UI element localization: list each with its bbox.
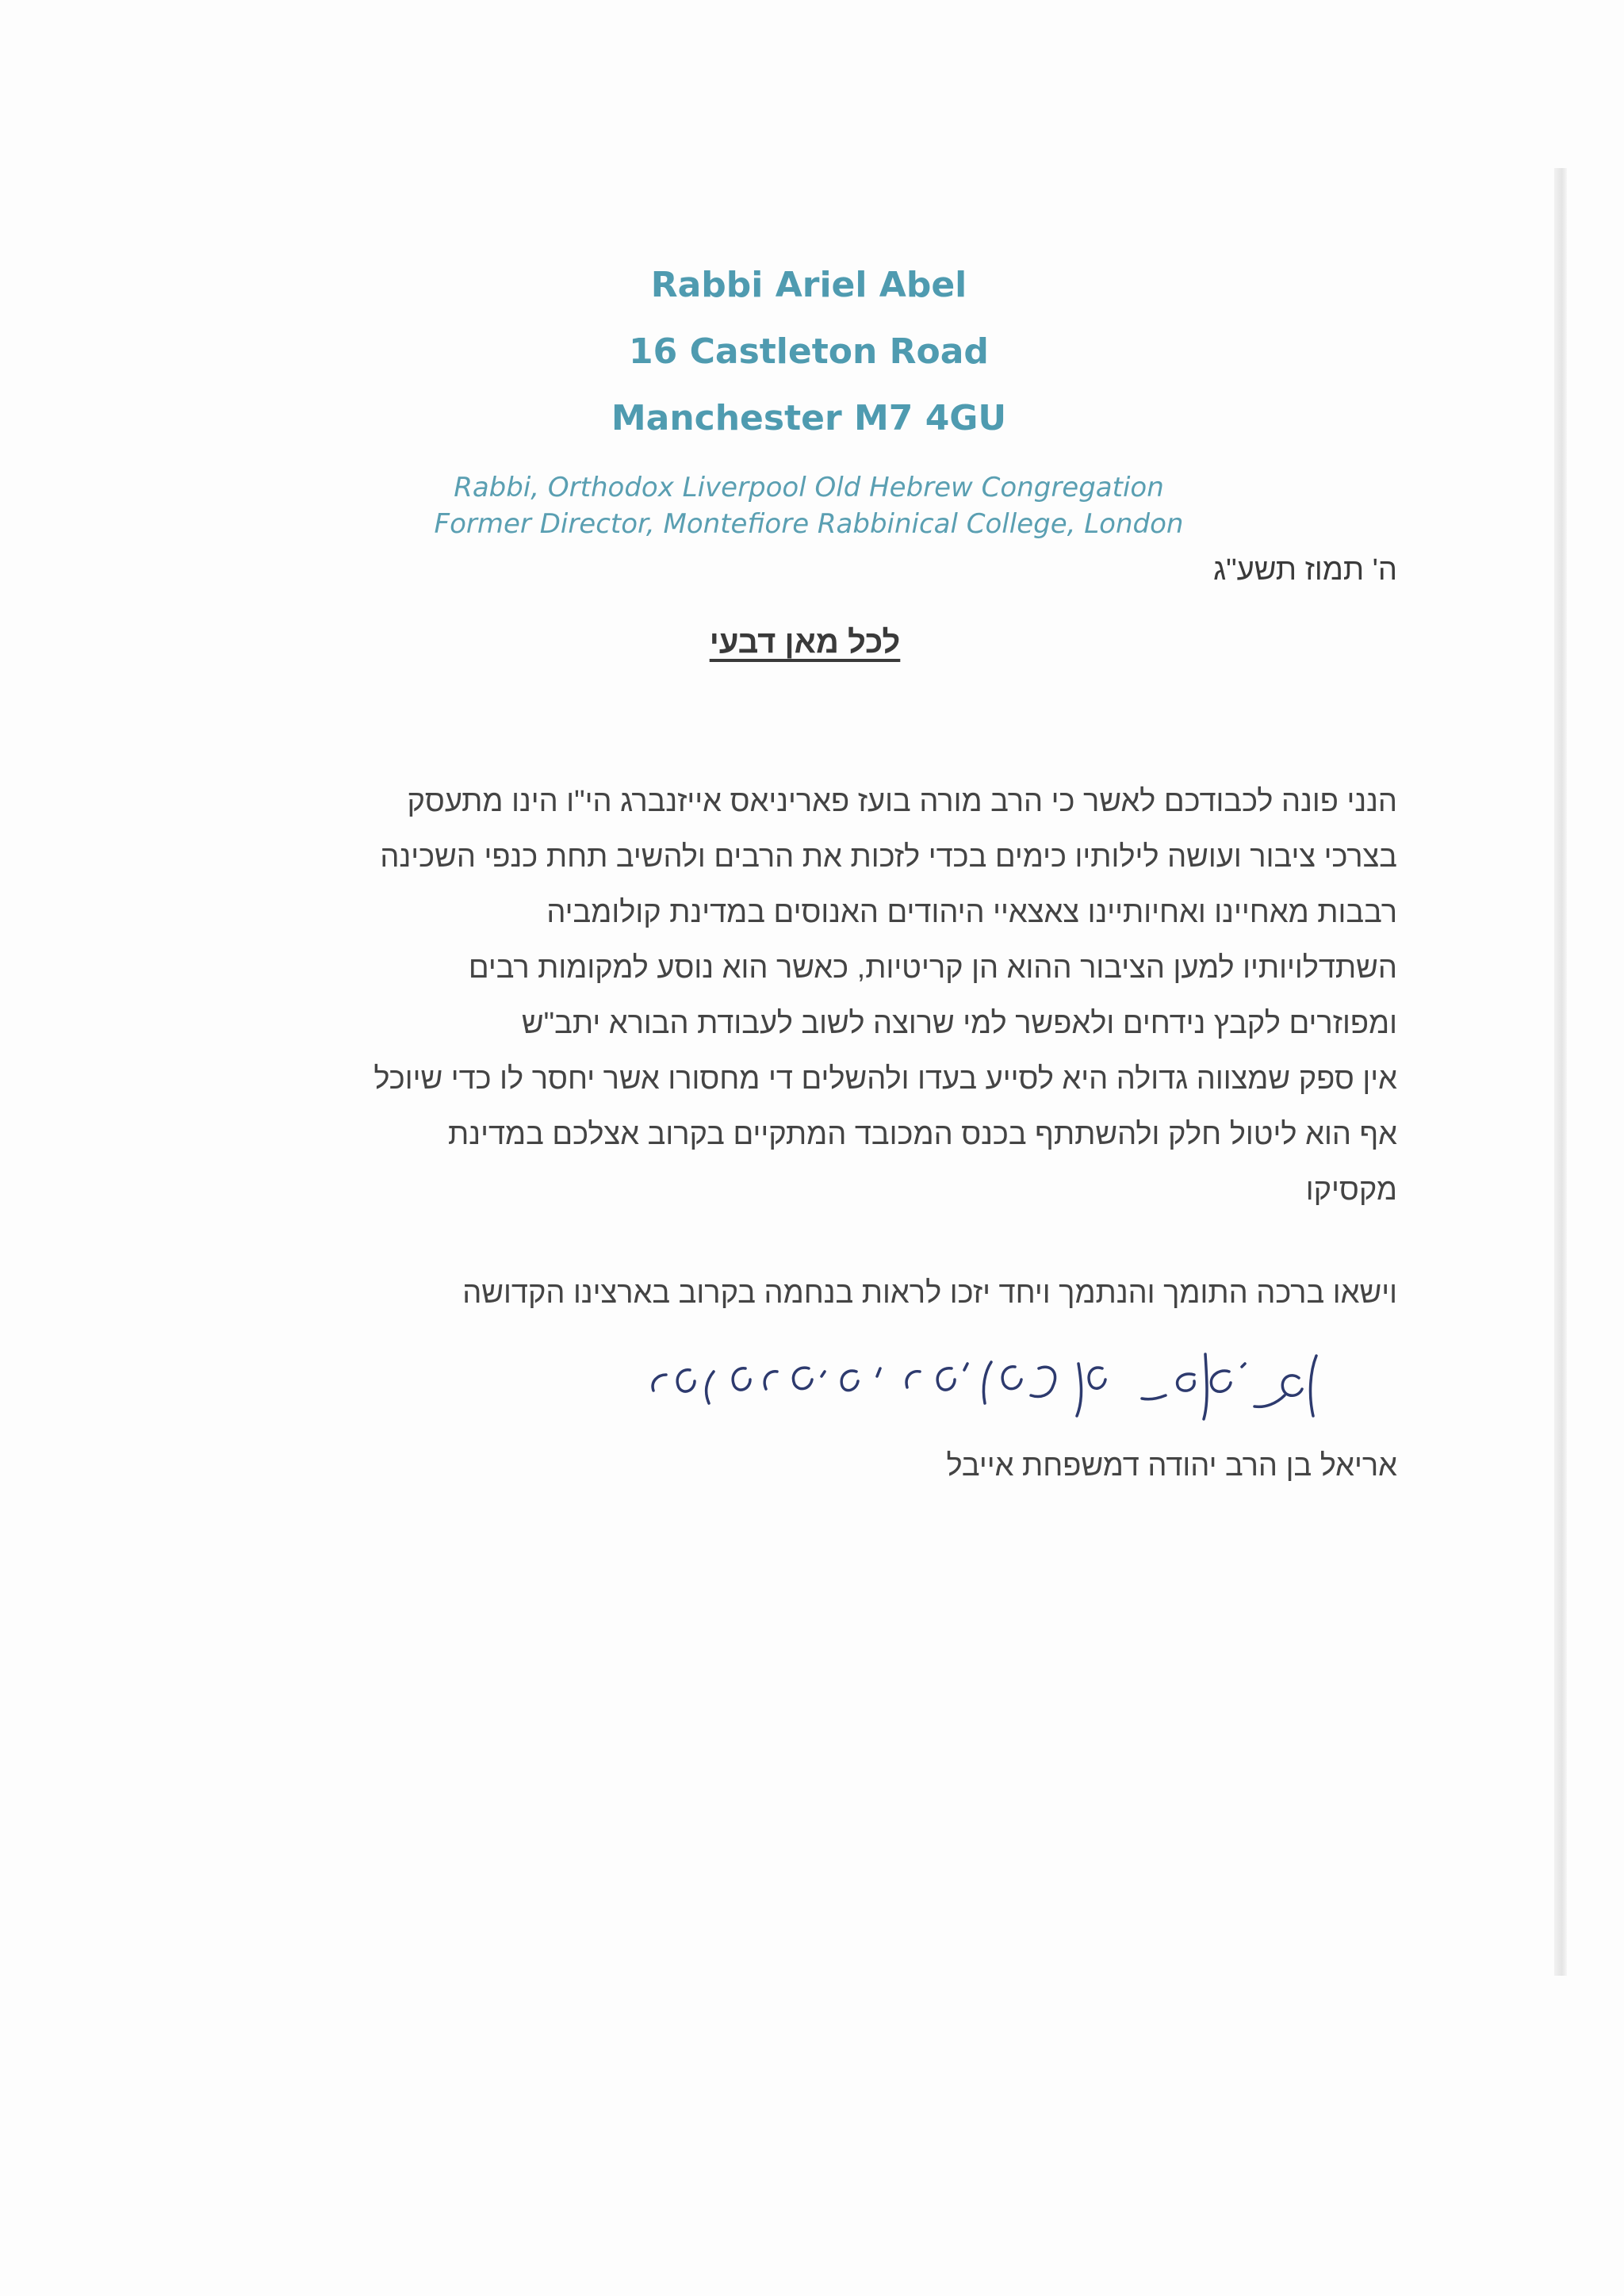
- letter-date: ה' תמוז תשע"ג: [1213, 553, 1397, 587]
- body-line: אין ספק שמצווה גדולה היא לסייע בעדו ולהשלים די מחסורו אשר יחסר לו כדי שיוכל: [373, 1062, 1397, 1096]
- body-line: ומפוזרים לקבץ נידחים ולאפשר למי שרוצה לשוב לעבודת הבורא יתב"ש: [521, 1007, 1397, 1040]
- signatory-printed-name: אריאל בן הרב יהודה דמשפחת אייבל: [946, 1449, 1397, 1483]
- body-line: השתדלויותיו למען הציבור ההוא הן קריטיות, כאשר הוא נוסע למקומות רבים: [468, 951, 1397, 985]
- letterhead-address-city: Manchester M7 4GU: [611, 398, 1007, 438]
- letter-body: [160, 774, 1397, 1218]
- body-line: מקסיקו: [1305, 1173, 1397, 1207]
- letterhead-name: Rabbi Ariel Abel: [650, 265, 967, 305]
- salutation: [0, 625, 1610, 660]
- body-line: אף הוא ליטול חלק ולהשתתף בכנס המכובד המתקיים בקרוב אצלכם במדינת: [448, 1118, 1397, 1151]
- letterhead-address-street: 16 Castleton Road: [629, 331, 989, 372]
- body-line: רבבות מאחיינו ואחיותיינו צאצאיי היהודים האנוסים במדינת קולומביה: [546, 896, 1397, 929]
- salutation-text: לכל מאן דבעי: [709, 625, 901, 660]
- body-line: בצרכי ציבור ועושה לילותיו כימים בכדי לזכות את הרבים ולהשיב תחת כנפי השכינה: [380, 840, 1397, 874]
- closing-blessing: וישאו ברכה התומך והנתמך ויחד יזכו לראות בנחמה בקרוב בארצינו הקדושה: [462, 1276, 1397, 1310]
- body-line: הנני פונה לכבודכם לאשר כי הרב מורה בועז פאריניאס אייזנברג הי"ו הינו מתעסק: [407, 785, 1397, 818]
- letterhead-title-former-director: Former Director, Montefiore Rabbinical College, London: [434, 508, 1184, 540]
- handwritten-signature: [619, 1340, 1348, 1427]
- letterhead-title-rabbi: Rabbi, Orthodox Liverpool Old Hebrew Congregation: [454, 472, 1164, 503]
- letterhead-titles: [0, 469, 1618, 542]
- letterhead: [0, 252, 1618, 542]
